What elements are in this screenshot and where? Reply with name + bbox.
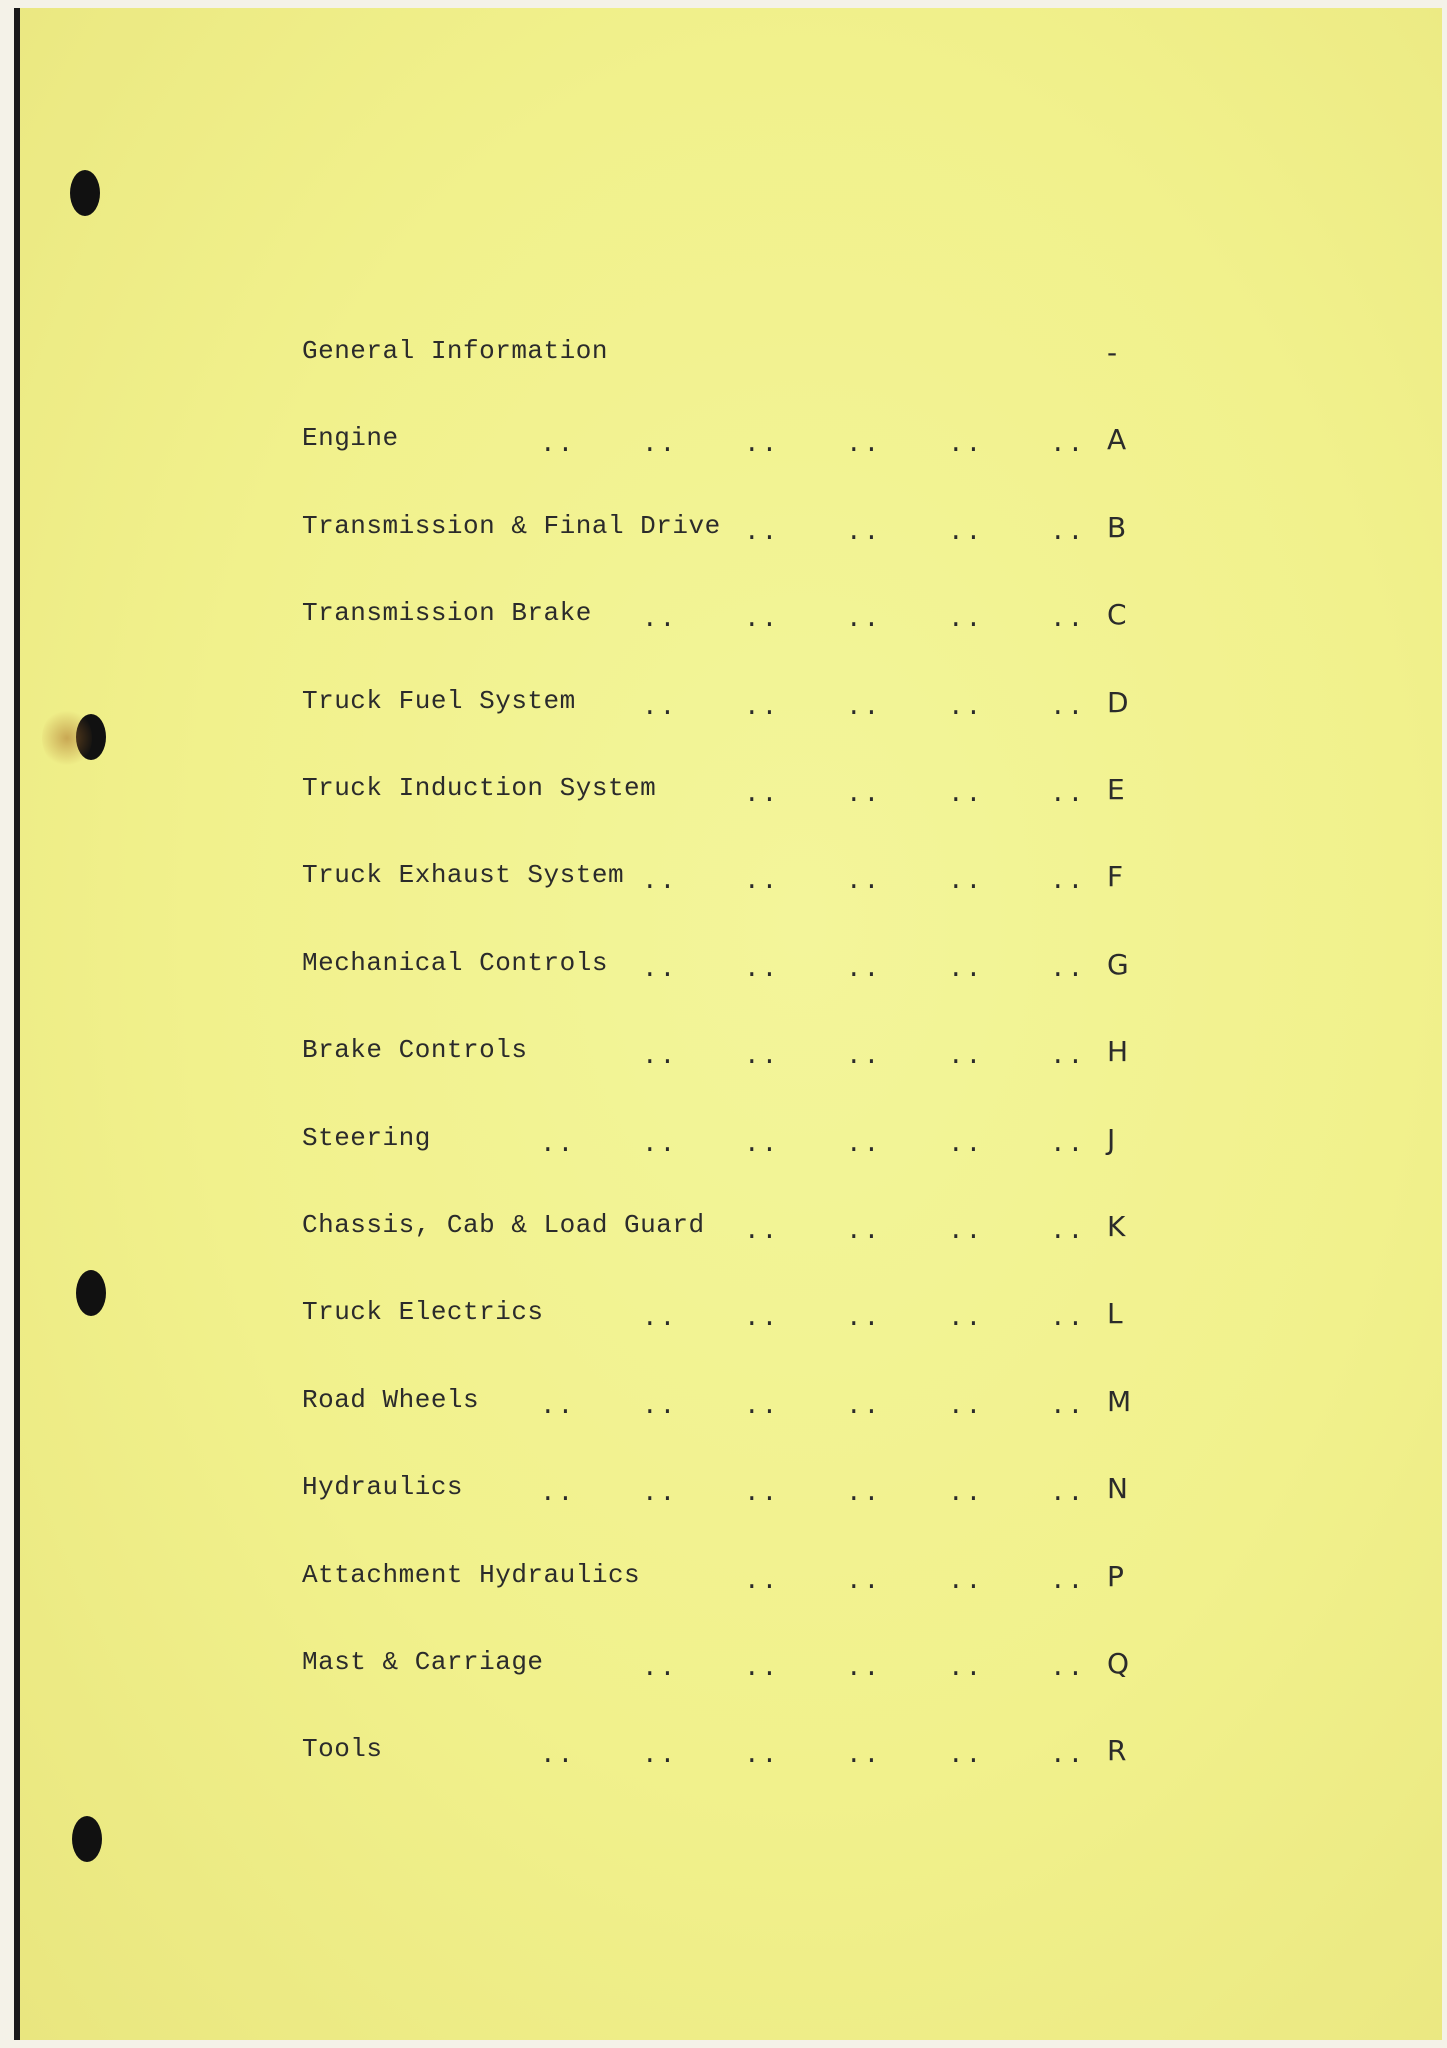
leader-dots: ..	[846, 1478, 882, 1508]
leader-dots: ..	[948, 517, 984, 547]
leader-dots: ..	[948, 1740, 984, 1770]
leader-dots: ..	[642, 1129, 678, 1159]
leader-dots: ..	[948, 1129, 984, 1159]
toc-entry-section: R	[1107, 1734, 1127, 1767]
toc-entry-section: A	[1107, 423, 1127, 456]
leader-dots: ..	[642, 1478, 678, 1508]
leader-dots: ..	[1050, 779, 1086, 809]
leader-dots: ..	[846, 1041, 882, 1071]
toc-entry-section: M	[1107, 1385, 1132, 1418]
toc-entry-section: C	[1107, 598, 1127, 631]
leader-dots: ..	[1050, 1478, 1086, 1508]
toc-entry-title: Engine	[302, 423, 399, 453]
leader-dots: ..	[540, 429, 576, 459]
leader-dots: ..	[846, 604, 882, 634]
leader-dots: ..	[744, 429, 780, 459]
toc-entry	[20, 1297, 1442, 1357]
toc-entry-title: Brake Controls	[302, 1035, 528, 1065]
leader-dots: ..	[1050, 1391, 1086, 1421]
leader-dots: ..	[846, 1740, 882, 1770]
toc-entry-title: Steering	[302, 1123, 431, 1153]
leader-dots: ..	[948, 1391, 984, 1421]
leader-dots: ..	[642, 692, 678, 722]
toc-entry-section: P	[1107, 1560, 1124, 1593]
leader-dots: ..	[1050, 954, 1086, 984]
toc-entry-title: Truck Electrics	[302, 1297, 544, 1327]
toc-entry	[20, 1472, 1442, 1532]
leader-dots: ..	[1050, 1303, 1086, 1333]
toc-entry-title: Transmission Brake	[302, 598, 592, 628]
toc-entry-section: N	[1107, 1472, 1128, 1505]
document-page	[14, 8, 1442, 2040]
leader-dots: ..	[1050, 692, 1086, 722]
leader-dots: ..	[846, 1216, 882, 1246]
toc-entry-title: Mechanical Controls	[302, 948, 608, 978]
leader-dots: ..	[948, 1478, 984, 1508]
toc-entry-title: Mast & Carriage	[302, 1647, 544, 1677]
leader-dots: ..	[948, 1566, 984, 1596]
leader-dots: ..	[744, 1041, 780, 1071]
leader-dots: ..	[642, 1391, 678, 1421]
leader-dots: ..	[1050, 1129, 1086, 1159]
leader-dots: ..	[642, 1740, 678, 1770]
toc-entry	[20, 1560, 1442, 1620]
leader-dots: ..	[948, 1216, 984, 1246]
toc-entry-title: Truck Fuel System	[302, 686, 576, 716]
leader-dots: ..	[846, 1391, 882, 1421]
leader-dots: ..	[948, 866, 984, 896]
leader-dots: ..	[642, 429, 678, 459]
toc-entry-title: Truck Exhaust System	[302, 860, 625, 890]
toc-entry	[20, 773, 1442, 833]
leader-dots: ..	[1050, 517, 1086, 547]
toc-entry-section: B	[1107, 511, 1127, 544]
leader-dots: ..	[948, 604, 984, 634]
toc-entry	[20, 1123, 1442, 1183]
leader-dots: ..	[846, 1303, 882, 1333]
toc-entry-title: Attachment Hydraulics	[302, 1560, 641, 1590]
leader-dots: ..	[948, 429, 984, 459]
toc-entry-section: -	[1107, 336, 1118, 369]
leader-dots: ..	[846, 1566, 882, 1596]
leader-dots: ..	[642, 1303, 678, 1333]
toc-entry-section: F	[1107, 860, 1124, 893]
leader-dots: ..	[1050, 1041, 1086, 1071]
leader-dots: ..	[1050, 429, 1086, 459]
toc-entry	[20, 686, 1442, 746]
toc-entry-title: Road Wheels	[302, 1385, 480, 1415]
toc-entry-title: Hydraulics	[302, 1472, 464, 1502]
toc-entry	[20, 1385, 1442, 1445]
leader-dots: ..	[948, 779, 984, 809]
leader-dots: ..	[744, 866, 780, 896]
leader-dots: ..	[846, 1653, 882, 1683]
toc-entry	[20, 1734, 1442, 1794]
leader-dots: ..	[1050, 1566, 1086, 1596]
leader-dots: ..	[846, 1129, 882, 1159]
leader-dots: ..	[744, 1303, 780, 1333]
leader-dots: ..	[948, 954, 984, 984]
leader-dots: ..	[540, 1129, 576, 1159]
leader-dots: ..	[744, 1216, 780, 1246]
leader-dots: ..	[744, 779, 780, 809]
leader-dots: ..	[948, 1041, 984, 1071]
leader-dots: ..	[846, 779, 882, 809]
leader-dots: ..	[1050, 604, 1086, 634]
toc-entry-section: J	[1107, 1123, 1116, 1156]
leader-dots: ..	[744, 1740, 780, 1770]
leader-dots: ..	[744, 604, 780, 634]
leader-dots: ..	[846, 692, 882, 722]
leader-dots: ..	[744, 1566, 780, 1596]
leader-dots: ..	[540, 1740, 576, 1770]
toc-entry-title: General Information	[302, 336, 608, 366]
toc-entry	[20, 948, 1442, 1008]
leader-dots: ..	[948, 692, 984, 722]
toc-entry-section: K	[1107, 1210, 1126, 1243]
toc-entry	[20, 336, 1442, 396]
leader-dots: ..	[744, 1391, 780, 1421]
toc-entry-section: L	[1107, 1297, 1123, 1330]
leader-dots: ..	[1050, 1216, 1086, 1246]
toc-entry-section: Q	[1107, 1647, 1130, 1680]
leader-dots: ..	[846, 517, 882, 547]
leader-dots: ..	[540, 1391, 576, 1421]
toc-entry	[20, 598, 1442, 658]
leader-dots: ..	[948, 1303, 984, 1333]
leader-dots: ..	[744, 1478, 780, 1508]
leader-dots: ..	[642, 1041, 678, 1071]
leader-dots: ..	[1050, 1740, 1086, 1770]
toc-entry-section: G	[1107, 948, 1129, 981]
toc-entry	[20, 423, 1442, 483]
leader-dots: ..	[642, 604, 678, 634]
table-of-contents	[20, 8, 1442, 2040]
leader-dots: ..	[540, 1478, 576, 1508]
leader-dots: ..	[642, 954, 678, 984]
toc-entry	[20, 1210, 1442, 1270]
leader-dots: ..	[744, 954, 780, 984]
toc-entry-section: H	[1107, 1035, 1129, 1068]
toc-entry-section: E	[1107, 773, 1125, 806]
toc-entry	[20, 1035, 1442, 1095]
leader-dots: ..	[948, 1653, 984, 1683]
leader-dots: ..	[846, 429, 882, 459]
leader-dots: ..	[846, 866, 882, 896]
leader-dots: ..	[744, 517, 780, 547]
toc-entry-title: Chassis, Cab & Load Guard	[302, 1210, 705, 1240]
toc-entry-section: D	[1107, 686, 1129, 719]
leader-dots: ..	[1050, 1653, 1086, 1683]
toc-entry-title: Truck Induction System	[302, 773, 657, 803]
toc-entry	[20, 511, 1442, 571]
leader-dots: ..	[1050, 866, 1086, 896]
toc-entry	[20, 1647, 1442, 1707]
toc-entry-title: Transmission & Final Drive	[302, 511, 721, 541]
leader-dots: ..	[846, 954, 882, 984]
toc-entry	[20, 860, 1442, 920]
leader-dots: ..	[744, 1129, 780, 1159]
leader-dots: ..	[642, 866, 678, 896]
leader-dots: ..	[744, 1653, 780, 1683]
toc-entry-title: Tools	[302, 1734, 383, 1764]
leader-dots: ..	[642, 1653, 678, 1683]
leader-dots: ..	[744, 692, 780, 722]
